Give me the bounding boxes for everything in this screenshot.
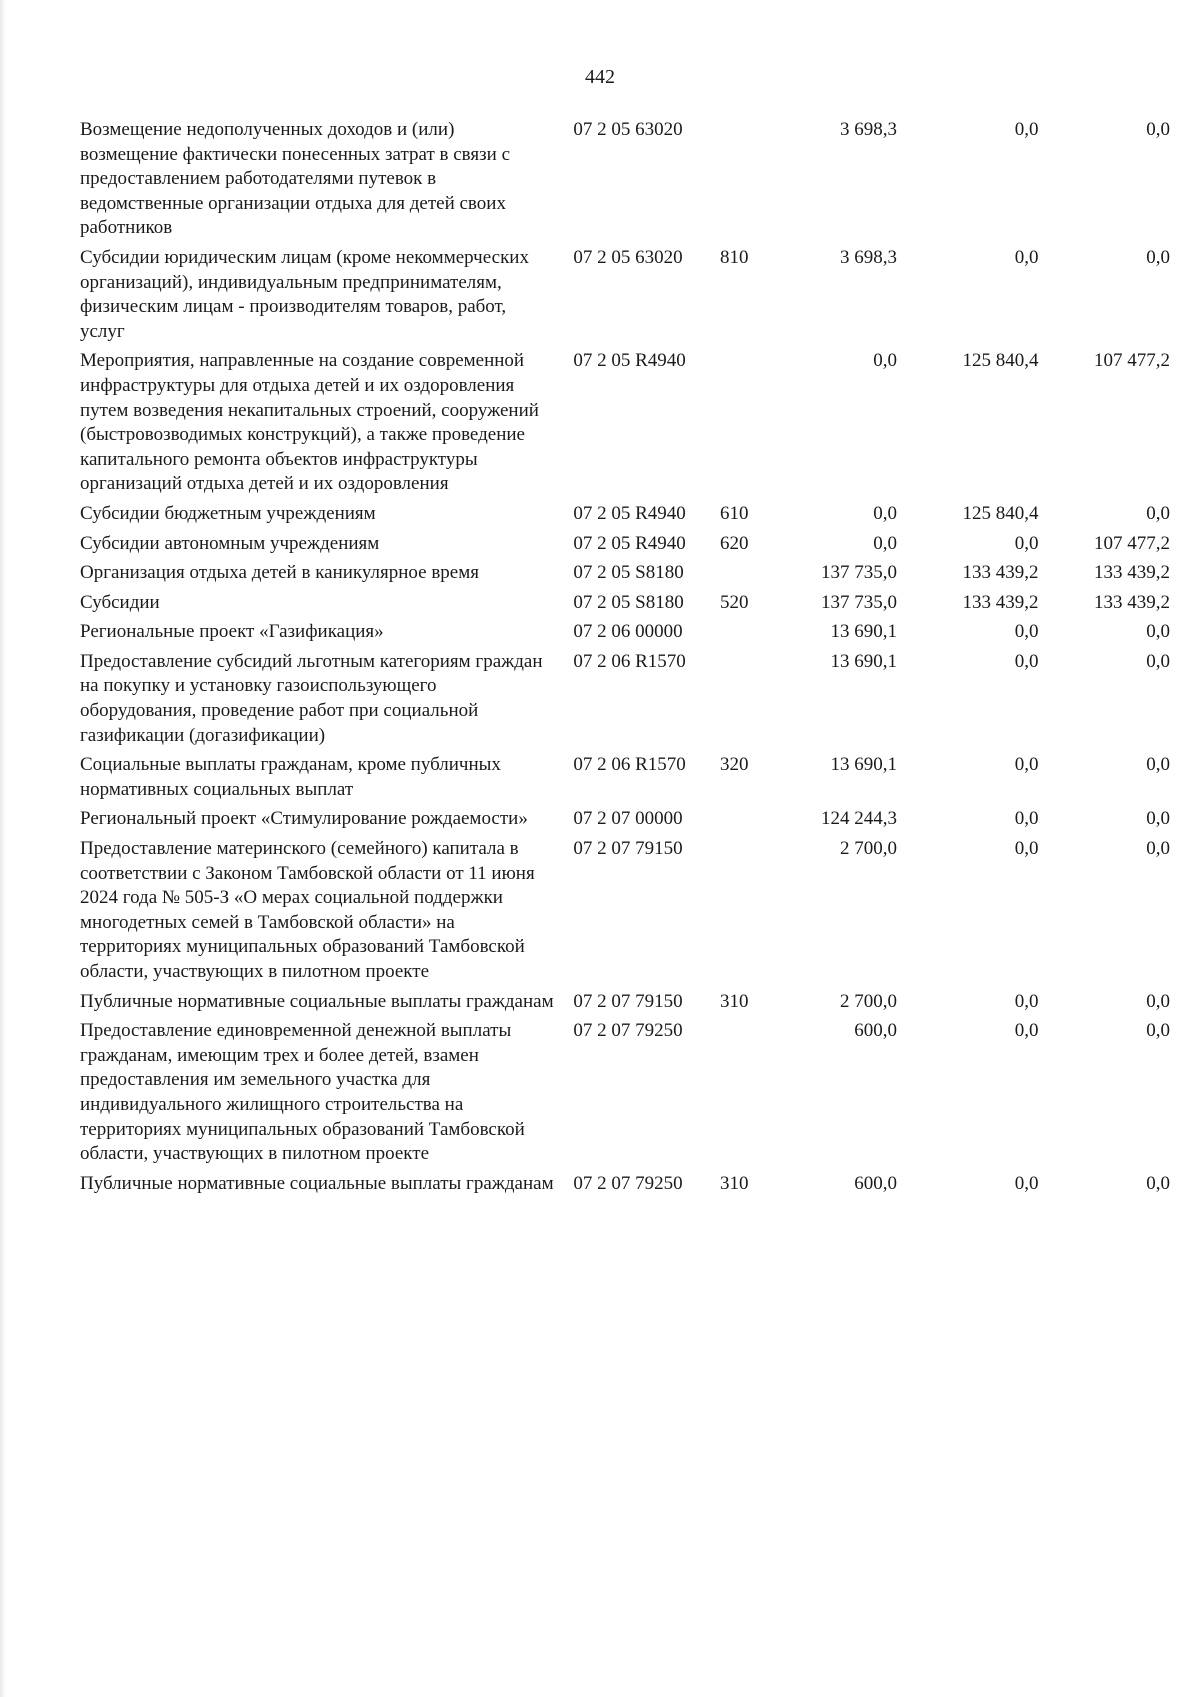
row-name: Региональный проект «Стимулирование рождаемости» <box>80 808 528 830</box>
row-name: Субсидии автономным учреждениям <box>80 532 380 554</box>
row-expense-type: 610 <box>720 502 749 524</box>
row-code: 07 2 07 79150 <box>573 990 683 1012</box>
row-name: Организация отдыха детей в каникулярное время <box>80 562 479 584</box>
row-value-year1: 3 698,3 <box>839 119 897 140</box>
row-expense-type <box>720 807 771 837</box>
row-code: 07 2 07 79250 <box>573 1020 683 1042</box>
row-value-year1: 137 735,0 <box>820 591 897 613</box>
row-expense-type: 310 <box>720 990 749 1012</box>
row-value-year3: 0,0 <box>1146 502 1170 524</box>
row-value-year2: 0,0 <box>1014 532 1039 554</box>
row-code: 07 2 05 R4940 <box>573 350 686 372</box>
row-expense-type <box>720 118 771 246</box>
row-code: 07 2 05 R4940 <box>573 532 686 554</box>
row-value-year2: 0,0 <box>1014 1020 1039 1042</box>
row-code: 07 2 05 63020 <box>573 246 683 268</box>
row-name: Субсидии <box>80 591 160 613</box>
row-expense-type: 520 <box>720 591 749 613</box>
row-code: 07 2 07 00000 <box>573 808 683 830</box>
row-value-year2: 0,0 <box>1014 119 1039 140</box>
row-value-year2: 0,0 <box>1014 990 1039 1012</box>
row-expense-type <box>720 561 771 591</box>
row-name: Субсидии юридическим лицам (кроме некоммерческих организаций), индивидуальным предпринимателям, физическим лицам - производителям товаров, работ, услуг <box>80 246 529 342</box>
row-code: 07 2 05 63020 <box>573 119 683 140</box>
row-value-year1: 137 735,0 <box>820 562 897 584</box>
row-value-year1: 0,0 <box>873 502 897 524</box>
row-value-year3: 0,0 <box>1146 1020 1170 1042</box>
row-value-year2: 0,0 <box>1014 808 1039 830</box>
row-expense-type: 810 <box>720 246 749 268</box>
row-code: 07 2 05 S8180 <box>573 591 684 613</box>
row-code: 07 2 05 S8180 <box>573 562 684 584</box>
row-expense-type <box>720 1019 771 1172</box>
row-value-year1: 3 698,3 <box>839 246 897 268</box>
row-expense-type <box>720 620 771 650</box>
row-value-year3: 0,0 <box>1146 754 1170 776</box>
table-row <box>80 349 1170 502</box>
row-expense-type: 620 <box>720 532 749 554</box>
row-value-year3: 0,0 <box>1146 1172 1170 1194</box>
row-value-year2: 0,0 <box>1014 754 1039 776</box>
row-value-year2: 0,0 <box>1014 650 1039 672</box>
row-value-year3: 0,0 <box>1146 838 1170 860</box>
row-value-year2: 133 439,2 <box>962 591 1039 613</box>
table-row <box>80 650 1170 753</box>
row-value-year2: 133 439,2 <box>962 562 1039 584</box>
row-value-year2: 0,0 <box>1014 1172 1039 1194</box>
row-value-year1: 600,0 <box>854 1172 897 1194</box>
row-name: Предоставление единовременной денежной выплаты гражданам, имеющим трех и более детей, взамен предоставления им земельного участка для индивидуального жилищного строительства на территориях муниципальных образований Тамбовской области, участвующих в пилотном проекте <box>80 1020 525 1165</box>
row-value-year3: 0,0 <box>1146 119 1170 140</box>
row-expense-type <box>720 349 771 502</box>
row-value-year3: 0,0 <box>1146 246 1170 268</box>
row-value-year1: 13 690,1 <box>830 754 897 776</box>
table-row <box>80 118 1170 246</box>
row-value-year1: 124 244,3 <box>820 808 897 830</box>
row-name: Возмещение недополученных доходов и (или) возмещение фактически понесенных затрат в связи с предоставлением работодателями путевок в ведомственные организации отдыха для детей своих работников <box>80 119 510 239</box>
row-value-year2: 125 840,4 <box>962 502 1039 524</box>
row-code: 07 2 07 79150 <box>573 838 683 860</box>
table-row <box>80 561 1170 591</box>
row-name: Социальные выплаты гражданам, кроме публичных нормативных социальных выплат <box>80 754 501 800</box>
table-row <box>80 246 1170 349</box>
table-row <box>80 620 1170 650</box>
row-value-year3: 133 439,2 <box>1094 562 1170 584</box>
row-expense-type: 320 <box>720 754 749 776</box>
table-row <box>80 990 1170 1020</box>
row-value-year1: 13 690,1 <box>830 650 897 672</box>
table-row <box>80 1019 1170 1172</box>
table-row <box>80 807 1170 837</box>
row-value-year3: 107 477,2 <box>1094 532 1170 554</box>
row-name: Публичные нормативные социальные выплаты гражданам <box>80 990 554 1012</box>
row-value-year1: 2 700,0 <box>839 838 897 860</box>
row-code: 07 2 07 79250 <box>573 1172 683 1194</box>
row-value-year3: 0,0 <box>1146 990 1170 1012</box>
row-value-year1: 0,0 <box>873 350 897 372</box>
table-row <box>80 502 1170 532</box>
row-expense-type: 310 <box>720 1172 749 1194</box>
row-name: Предоставление субсидий льготным категориям граждан на покупку и установку газоиспользующего оборудования, проведение работ при социальной газификации (догазификации) <box>80 650 543 746</box>
page-number: 442 <box>585 66 615 88</box>
row-value-year2: 125 840,4 <box>962 350 1039 372</box>
row-value-year3: 0,0 <box>1146 621 1170 643</box>
row-value-year2: 0,0 <box>1014 246 1039 268</box>
table-row <box>80 837 1170 990</box>
row-code: 07 2 06 00000 <box>573 621 683 643</box>
row-code: 07 2 06 R1570 <box>573 754 686 776</box>
budget-table-body <box>80 118 1170 1201</box>
scan-edge-shadow <box>0 0 6 1697</box>
row-name: Субсидии бюджетным учреждениям <box>80 502 376 524</box>
row-value-year3: 0,0 <box>1146 808 1170 830</box>
row-name: Мероприятия, направленные на создание современной инфраструктуры для отдыха детей и их оздоровления путем возведения некапитальных строений, сооружений (быстровозводимых конструкций), а также проведение капитального ремонта объектов инфраструктуры организаций отдыха детей и их оздоровления <box>80 350 539 495</box>
row-value-year1: 2 700,0 <box>839 990 897 1012</box>
row-name: Региональные проект «Газификация» <box>80 621 384 643</box>
table-row <box>80 753 1170 807</box>
budget-table <box>80 118 1170 1201</box>
row-value-year3: 133 439,2 <box>1094 591 1170 613</box>
row-value-year2: 0,0 <box>1014 838 1039 860</box>
row-value-year3: 0,0 <box>1146 650 1170 672</box>
row-name: Предоставление материнского (семейного) капитала в соответствии с Законом Тамбовской области от 11 июня 2024 года № 505-З «О мерах социальной поддержки многодетных семей в Тамбовской области» на территориях муниципальных образований Тамбовской области, участвующих в пилотном проекте <box>80 838 535 982</box>
row-code: 07 2 06 R1570 <box>573 650 686 672</box>
table-row <box>80 591 1170 621</box>
row-value-year1: 600,0 <box>854 1020 897 1042</box>
table-row <box>80 532 1170 562</box>
row-value-year2: 0,0 <box>1014 621 1039 643</box>
row-name: Публичные нормативные социальные выплаты гражданам <box>80 1172 554 1194</box>
row-value-year3: 107 477,2 <box>1094 350 1170 372</box>
row-value-year1: 13 690,1 <box>830 621 897 643</box>
table-row <box>80 1172 1170 1202</box>
row-expense-type <box>720 837 771 990</box>
row-expense-type <box>720 650 771 753</box>
row-value-year1: 0,0 <box>873 532 897 554</box>
row-code: 07 2 05 R4940 <box>573 502 686 524</box>
